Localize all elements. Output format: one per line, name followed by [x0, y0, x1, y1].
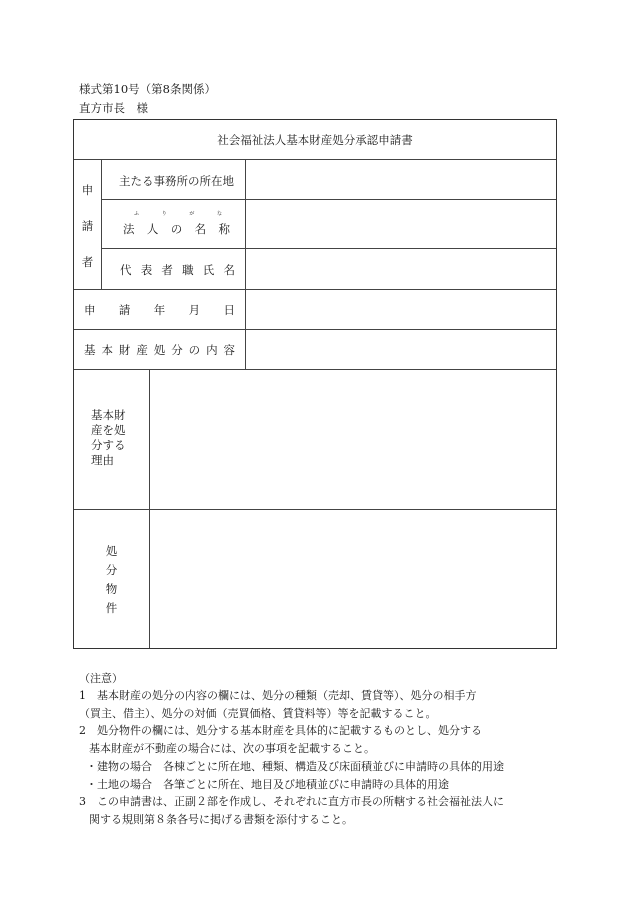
note-line: ・土地の場合 各筆ごとに所在、地目及び地積並びに申請時の具体的用途 — [86, 778, 449, 791]
column-divider — [101, 159, 102, 289]
disposal-reason-field[interactable] — [150, 370, 556, 509]
application-date-field[interactable] — [246, 290, 556, 329]
corp-name-label: 法 人 の 名 称 — [123, 222, 230, 236]
note-line: ・建物の場合 各棟ごとに所在地、種類、構造及び床面積並びに申請時の具体的用途 — [86, 760, 504, 773]
application-form — [73, 119, 557, 649]
office-location-field[interactable] — [246, 160, 556, 199]
note-line: 基本財産が不動産の場合には、次の事項を記載すること。 — [89, 742, 375, 755]
applicant-group-label: 申 請 者 — [81, 183, 94, 269]
furigana-label: ふ り が な — [134, 211, 222, 217]
disposal-property-field[interactable] — [150, 510, 556, 648]
corp-name-field[interactable] — [246, 200, 556, 248]
addressee: 直方市長 様 — [79, 101, 148, 115]
form-title: 社会福祉法人基本財産処分承認申請書 — [217, 133, 413, 147]
application-date-label: 申 請 年 月 日 — [84, 303, 235, 317]
disposal-content-label: 基 本 財 産 処 分 の 内 容 — [84, 343, 235, 357]
note-line: 1 基本財産の処分の内容の欄には、処分の種類（売却、賃貸等）、処分の相手方 — [79, 689, 477, 702]
note-line: 関する規則第８条各号に掲げる書類を添付すること。 — [89, 813, 353, 826]
note-line: （買主、借主）、処分の対価（売買価格、賃貸料等）等を記載すること。 — [79, 707, 437, 720]
notes-heading: （注意） — [79, 672, 123, 685]
disposal-property-label: 処 分 物 件 — [105, 544, 118, 615]
note-line: 2 処分物件の欄には、処分する基本財産を具体的に記載するものとし、処分する — [79, 724, 482, 737]
form-number: 様式第10号（第8条関係） — [79, 82, 216, 96]
office-location-label: 主たる事務所の所在地 — [119, 174, 234, 188]
disposal-content-field[interactable] — [246, 330, 556, 369]
representative-label: 代 表 者 職 氏 名 — [120, 263, 235, 277]
note-line: 3 この申請書は、正副２部を作成し、それぞれに直方市長の所轄する社会福祉法人に — [79, 795, 504, 808]
disposal-reason-label: 基本財 産を処 分する 理由 — [91, 408, 126, 467]
representative-field[interactable] — [246, 249, 556, 289]
